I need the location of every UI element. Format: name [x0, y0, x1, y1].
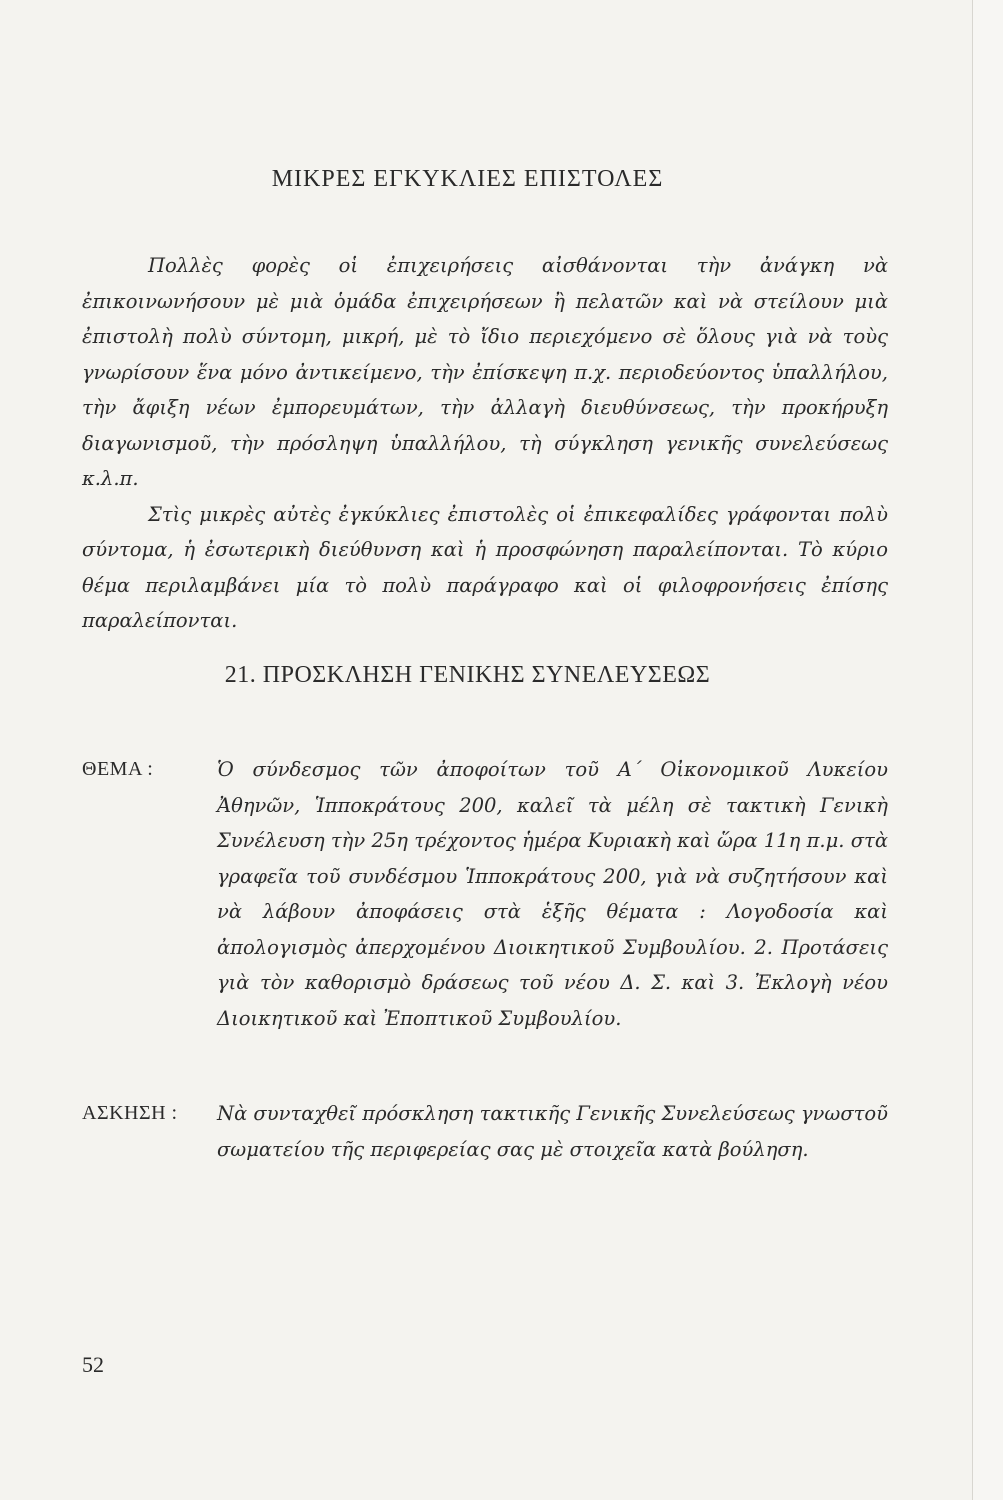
exercise-block — [82, 1096, 888, 1167]
page-edge-line — [972, 0, 973, 1500]
page-number: 52 — [82, 1352, 104, 1377]
section-title: ΜΙΚΡΕΣ ΕΓΚΥΚΛΙΕΣ ΕΠΙΣΤΟΛΕΣ — [271, 166, 664, 192]
exercise-label: ΑΣΚΗΣΗ : — [82, 1102, 178, 1124]
theme-block — [82, 752, 888, 1036]
page-margin — [973, 0, 1003, 1500]
example-heading: 21. ΠΡΟΣΚΛΗΣΗ ΓΕΝΙΚΗΣ ΣΥΝΕΛΕΥΣΕΩΣ — [224, 662, 711, 688]
intro-paragraph-1: Πολλὲς φορὲς οἱ ἐπιχειρήσεις αἰσθάνονται τὴν ἀνάγκη νὰ ἐπικοινωνήσουν μὲ μιὰ ὁμάδα ἐπιχειρήσεων ἢ πελατῶν καὶ νὰ στείλουν μιὰ ἐπιστολὴ πολὺ σύντομη, μικρή, μὲ τὸ ἴδιο περιεχόμενο σὲ ὅλους γιὰ νὰ τοὺς γνωρίσουν ἕνα μόνο ἀντικείμενο, τὴν ἐπίσκεψη π.χ. περιοδεύοντος ὑπαλλήλου, τὴν ἄφιξη νέων ἐμπορευμάτων, τὴν ἀλλαγὴ διευθύνσεως, τὴν προκήρυξη διαγωνισμοῦ, τὴν πρόσληψη ὑπαλλήλου, τὴ σύγκληση γενικῆς συνελεύσεως κ.λ.π. — [82, 254, 888, 490]
intro-paragraph-2: Στὶς μικρὲς αὐτὲς ἐγκύκλιες ἐπιστολὲς οἱ ἐπικεφαλίδες γράφονται πολὺ σύντομα, ἡ ἐσωτερικὴ διεύθυνση καὶ ἡ προσφώνηση παραλείπονται. Τὸ κύριο θέμα περιλαμβάνει μία τὸ πολὺ παράγραφο καὶ οἱ φιλοφρονήσεις ἐπίσης παραλείπονται. — [82, 502, 888, 632]
theme-label: ΘΕΜΑ : — [82, 758, 154, 780]
theme-text: Ὁ σύνδεσμος τῶν ἀποφοίτων τοῦ Α΄ Οἰκονομικοῦ Λυκείου Ἀθηνῶν, Ἱπποκράτους 200, καλεῖ τὰ μέλη σὲ τακτικὴ Γενικὴ Συνέλευση τὴν 25η τρέχοντος ἡμέρα Κυριακὴ καὶ ὥρα 11η π.μ. στὰ γραφεῖα τοῦ συνδέσμου Ἱπποκράτους 200, γιὰ νὰ συζητήσουν καὶ νὰ λάβουν ἀποφάσεις στὰ ἑξῆς θέματα : Λογοδοσία καὶ ἀπολογισμὸς ἀπερχομένου Διοικητικοῦ Συμβουλίου. 2. Προτάσεις γιὰ τὸν καθορισμὸ δράσεως τοῦ νέου Δ. Σ. καὶ 3. Ἐκλογὴ νέου Διοικητικοῦ καὶ Ἐποπτικοῦ Συμβουλίου. — [217, 758, 888, 1030]
exercise-text: Νὰ συνταχθεῖ πρόσκληση τακτικῆς Γενικῆς Συνελεύσεως γνωστοῦ σωματείου τῆς περιφερείας σας μὲ στοιχεῖα κατὰ βούληση. — [217, 1102, 889, 1161]
intro-text — [82, 248, 888, 639]
